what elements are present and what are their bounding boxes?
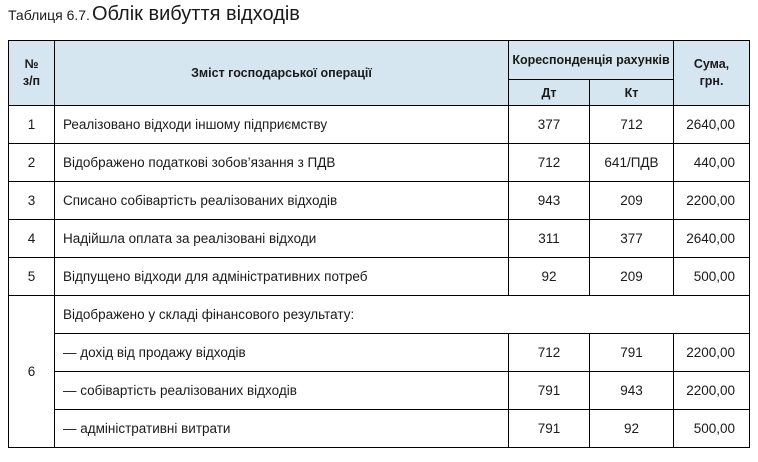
table-caption xyxy=(8,3,300,31)
operation-text: Відображено податкові зобов’язання з ПДВ xyxy=(55,144,509,182)
table-title: Облік вибуття відходів xyxy=(91,3,300,25)
table-row xyxy=(9,372,750,410)
operation-text: Реалізовано відходи іншому підприємству xyxy=(55,106,509,144)
sum-value: 500,00 xyxy=(674,258,750,296)
debit-account: 311 xyxy=(509,220,590,258)
sum-value: 2200,00 xyxy=(674,182,750,220)
operation-text: Надійшла оплата за реалізовані відходи xyxy=(55,220,509,258)
table-row xyxy=(9,296,750,334)
operation-text: Списано собівартість реалізованих відходів xyxy=(55,182,509,220)
debit-account: 712 xyxy=(509,334,590,372)
operation-text: Відпущено відходи для адміністративних потреб xyxy=(55,258,509,296)
waste-disposal-table xyxy=(8,40,750,448)
sum-value: 2640,00 xyxy=(674,106,750,144)
row-number: 2 xyxy=(9,144,55,182)
header-number: № з/п xyxy=(9,41,55,106)
group-heading: Відображено у складі фінансового результату: xyxy=(55,296,750,334)
header-sum: Сума, грн. xyxy=(674,41,750,106)
row-number: 1 xyxy=(9,106,55,144)
debit-account: 377 xyxy=(509,106,590,144)
credit-account: 377 xyxy=(590,220,674,258)
credit-account: 209 xyxy=(590,258,674,296)
credit-account: 712 xyxy=(590,106,674,144)
credit-account: 92 xyxy=(590,410,674,448)
debit-account: 943 xyxy=(509,182,590,220)
table-row xyxy=(9,334,750,372)
operation-text: — собівартість реалізованих відходів xyxy=(55,372,509,410)
sum-value: 440,00 xyxy=(674,144,750,182)
credit-account: 943 xyxy=(590,372,674,410)
operation-text: — адміністративні витрати xyxy=(55,410,509,448)
debit-account: 92 xyxy=(509,258,590,296)
sum-value: 2200,00 xyxy=(674,334,750,372)
debit-account: 791 xyxy=(509,372,590,410)
credit-account: 641/ПДВ xyxy=(590,144,674,182)
header-debit: Дт xyxy=(509,80,590,106)
table-number: Таблиця 6.7. xyxy=(8,7,90,23)
debit-account: 712 xyxy=(509,144,590,182)
header-operation-content: Зміст господарської операції xyxy=(55,41,509,106)
header-correspondence: Кореспонденція рахунків xyxy=(509,41,674,80)
sum-value: 2200,00 xyxy=(674,372,750,410)
credit-account: 209 xyxy=(590,182,674,220)
credit-account: 791 xyxy=(590,334,674,372)
row-number: 4 xyxy=(9,220,55,258)
row-number: 3 xyxy=(9,182,55,220)
table-row xyxy=(9,106,750,144)
table-row xyxy=(9,144,750,182)
sum-value: 2640,00 xyxy=(674,220,750,258)
table-row xyxy=(9,182,750,220)
operation-text: — дохід від продажу відходів xyxy=(55,334,509,372)
table-row xyxy=(9,410,750,448)
debit-account: 791 xyxy=(509,410,590,448)
table-row xyxy=(9,220,750,258)
row-number: 5 xyxy=(9,258,55,296)
row-number: 6 xyxy=(9,296,55,448)
sum-value: 500,00 xyxy=(674,410,750,448)
header-credit: Кт xyxy=(590,80,674,106)
table-row xyxy=(9,258,750,296)
